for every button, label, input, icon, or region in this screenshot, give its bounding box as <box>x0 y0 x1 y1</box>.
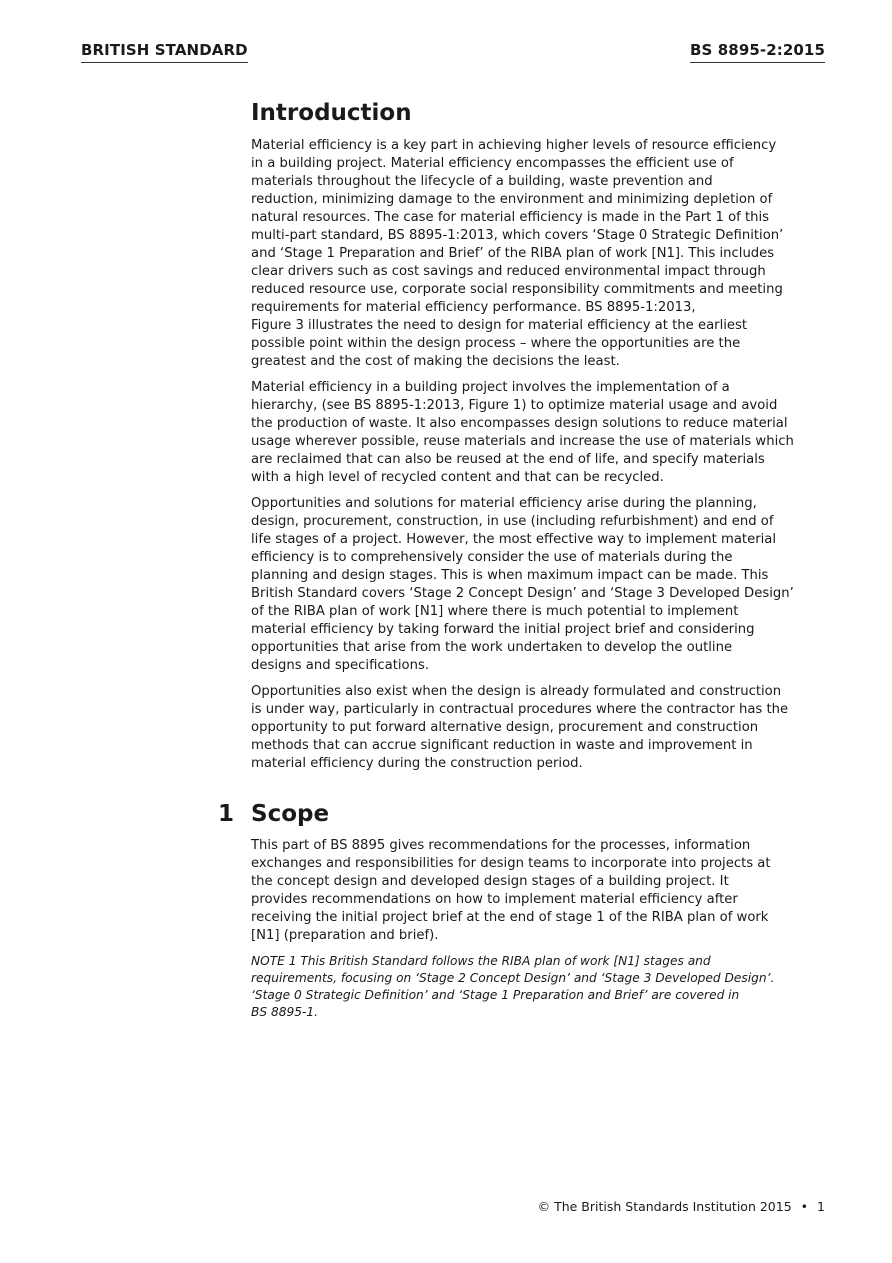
footer-page-number: 1 <box>817 1199 825 1214</box>
header-standard-label: BRITISH STANDARD <box>81 40 248 63</box>
scope-note: NOTE 1 This British Standard follows the RIBA plan of work [N1] stages and requirements, focusing on ‘Stage 2 Concept Design’ and ‘Stage 3 Developed Design’. ‘Stage 0 Strategic Definition’ and ‘Stage 1 Preparation and Brief’ are covered in BS 8895-1. <box>251 954 775 1019</box>
footer-copyright: © The British Standards Institution 2015 <box>537 1199 792 1214</box>
introduction-heading: Introduction <box>251 100 412 126</box>
introduction-paragraph-2: Material efficiency in a building project involves the implementation of a hierarchy, (see BS 8895-1:2013, Figure 1) to optimize material usage and avoid the production of waste. It also encompasses design solutions to reduce material usage wherever possible, reuse materials and increase the use of materials which are reclaimed that can also be reused at the end of life, and specify materials with a high level of recycled content and that can be recycled. <box>251 380 794 485</box>
introduction-paragraph-1: Material efficiency is a key part in achieving higher levels of resource efficiency in a building project. Material efficiency encompasses the efficient use of materials throughout the lifecycle of a building, waste prevention and reduction, minimizing damage to the environment and minimizing depletion of natural resources. The case for material efficiency is made in the Part 1 of this multi-part standard, BS 8895-1:2013, which covers ‘Stage 0 Strategic Definition’ and ‘Stage 1 Preparation and Brief’ of the RIBA plan of work [N1]. This includes clear drivers such as cost savings and reduced environmental impact through reduced resource use, corporate social responsibility commitments and meeting requirements for material efficiency performance. BS 8895-1:2013, Figure 3 illustrates the need to design for material efficiency at the earliest possible point within the design process – where the opportunities are the greatest and the cost of making the decisions the least. <box>251 138 784 369</box>
footer-bullet: • <box>800 1199 809 1214</box>
header-standard-number: BS 8895-2:2015 <box>690 40 825 63</box>
scope-paragraph: This part of BS 8895 gives recommendations for the processes, information exchanges and responsibilities for design teams to incorporate into projects at the concept design and developed design stages of a building project. It provides recommendations on how to implement material efficiency after receiving the initial project brief at the end of stage 1 of the RIBA plan of work [N1] (preparation and brief). <box>251 838 771 943</box>
page-footer <box>538 1199 825 1215</box>
scope-body <box>251 837 827 1029</box>
introduction-paragraph-4: Opportunities also exist when the design is already formulated and construction is under way, particularly in contractual procedures where the contractor has the opportunity to put forward alternative design, procurement and construction methods that can accrue significant reduction in waste and improvement in material efficiency during the construction period. <box>251 684 789 771</box>
scope-section-number: 1 <box>218 801 235 827</box>
scope-heading: Scope <box>251 801 330 827</box>
introduction-paragraph-3: Opportunities and solutions for material efficiency arise during the planning, design, procurement, construction, in use (including refurbishment) and end of life stages of a project. However, the most effective way to implement material efficiency is to comprehensively consider the use of materials during the planning and design stages. This is when maximum impact can be made. This British Standard covers ‘Stage 2 Concept Design’ and ‘Stage 3 Developed Design’ of the RIBA plan of work [N1] where there is much potential to implement material efficiency by taking forward the initial project brief and considering opportunities that arise from the work undertaken to develop the outline designs and specifications. <box>251 496 794 673</box>
introduction-body <box>251 137 827 781</box>
